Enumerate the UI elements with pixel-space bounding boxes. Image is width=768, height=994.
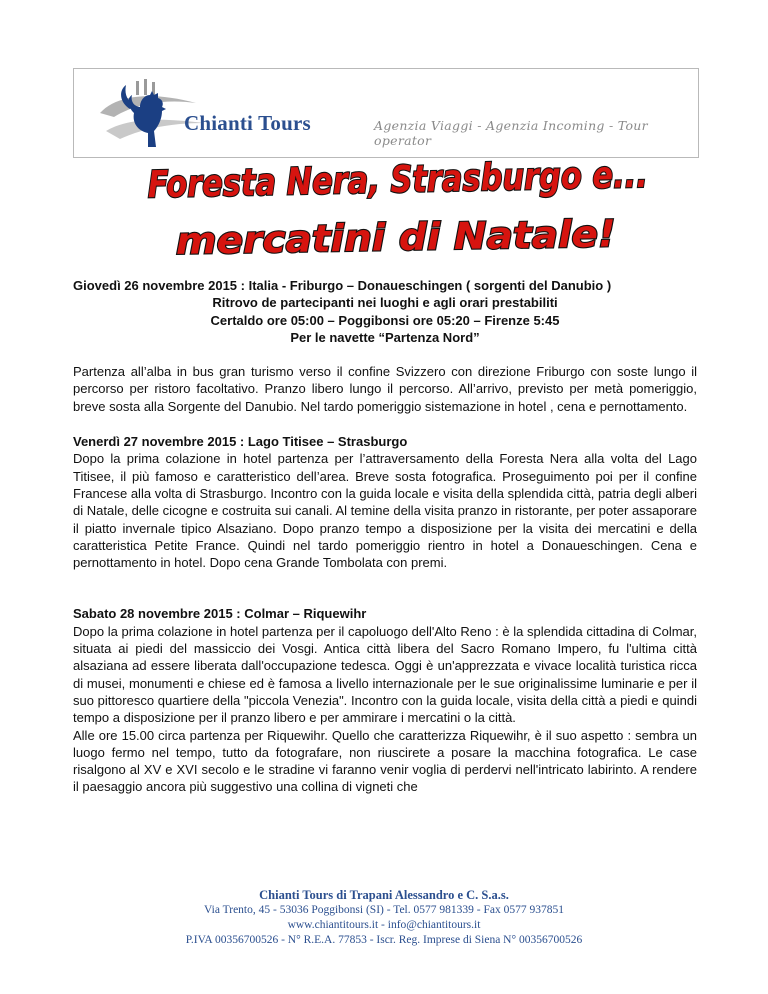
letterhead-box: [73, 68, 699, 158]
footer-address: Via Trento, 45 - 53036 Poggibonsi (SI) - Tel. 0577 981339 - Fax 0577 937851: [204, 904, 564, 916]
title-line-2: mercatini di Natale!: [175, 212, 593, 263]
day3-text-2: Alle ore 15.00 circa partenza per Riquewihr. Quello che caratterizza Riquewihr, è il suo aspetto : sembra un luogo fermo nel tempo, tutto da fotografare, non riuscirete a posare la macchina fotografica. Le case risalgono al XV e XVI secolo e le stradine vi faranno venir voglia di perdervi nell'intricato labirinto. A rendere il paesaggio ancora più suggestivo una collina di vigneti che: [73, 727, 697, 795]
day2-heading: Venerdì 27 novembre 2015 : Lago Titisee – Strasburgo: [73, 434, 408, 450]
page-title: [140, 150, 756, 263]
itinerary: [73, 277, 697, 796]
letterhead-footer: [0, 888, 768, 948]
day1-departures: Certaldo ore 05:00 – Poggibonsi ore 05:20 – Firenze 5:45: [210, 312, 560, 328]
day1-text: Partenza all’alba in bus gran turismo verso il confine Svizzero con direzione Friburgo con soste lungo il percorso per ristoro facoltativo. Pranzo libero lungo il percorso. All’arrivo, previsto per metà pomeriggio, breve sosta alla Sorgente del Danubio. Nel tardo pomeriggio sistemazione in hotel , cena e pernottamento.: [73, 364, 697, 414]
day1-shuttle: Per le navette “Partenza Nord”: [290, 329, 480, 345]
day2-text: Dopo la prima colazione in hotel partenza per l’attraversamento della Foresta Nera alla volta del Lago Titisee, il più famoso e caratteristico dell’area. Breve sosta fotografica. Proseguimento poi per il confine Francese alla volta di Strasburgo. Incontro con la guida locale e visita della splendida città, patria degli alberi di Natale, delle cicogne e costruita sui canali. Al temine della visita pranzo in ristorante, per poter assaporare il piatto invernale tipico Alsaziano. Dopo pranzo tempo a disposizione per la visita dei mercatini e della caratteristica Petite France. Quindi nel tardo pomeriggio rientro in hotel a Donaueschingen. Cena e pernottamento in hotel. Dopo cena Grande Tombolata con premi.: [73, 451, 697, 571]
day3-text-1: Dopo la prima colazione in hotel partenza per il capoluogo dell'Alto Reno : è la splendida cittadina di Colmar, situata ai piedi del massiccio dei Vosgi. Antica città libera del Sacro Romano Impero, fu l'ultima città alsaziana ad essere liberata dall'occupazione tedesca. Oggi è un'apprezzata e vivace località turistica ricca di musei, monumenti e chiese ed è famosa a livello internazionale per le sue originalissime luminarie e per il suo pittoresco quartiere della "piccola Venezia". Incontro con la guida locale, visita della città a piedi e quindi tempo a disposizione per il pranzo libero e per ammirare i mercatini o la città.: [73, 623, 697, 726]
title-line-1: Foresta Nera, Strasburgo e...: [147, 150, 756, 207]
footer-legal: P.IVA 00356700526 - N° R.E.A. 77853 - Iscr. Reg. Imprese di Siena N° 00356700526: [185, 934, 583, 946]
day1-meeting: Ritrovo de partecipanti nei luoghi e agli orari prestabiliti: [212, 295, 558, 311]
brand-name: Chianti Tours: [184, 111, 311, 135]
tagline: Agenzia Viaggi - Agenzia Incoming - Tour operator: [374, 118, 648, 148]
day1-heading: Giovedì 26 novembre 2015 : Italia - Friburgo – Donaueschingen ( sorgenti del Danubio ): [73, 278, 612, 293]
day3-heading: Sabato 28 novembre 2015 : Colmar – Riquewihr: [73, 606, 367, 622]
footer-company: Chianti Tours di Trapani Alessandro e C. S.a.s.: [259, 888, 509, 902]
footer-web: www.chiantitours.it - info@chiantitours.it: [287, 919, 481, 931]
